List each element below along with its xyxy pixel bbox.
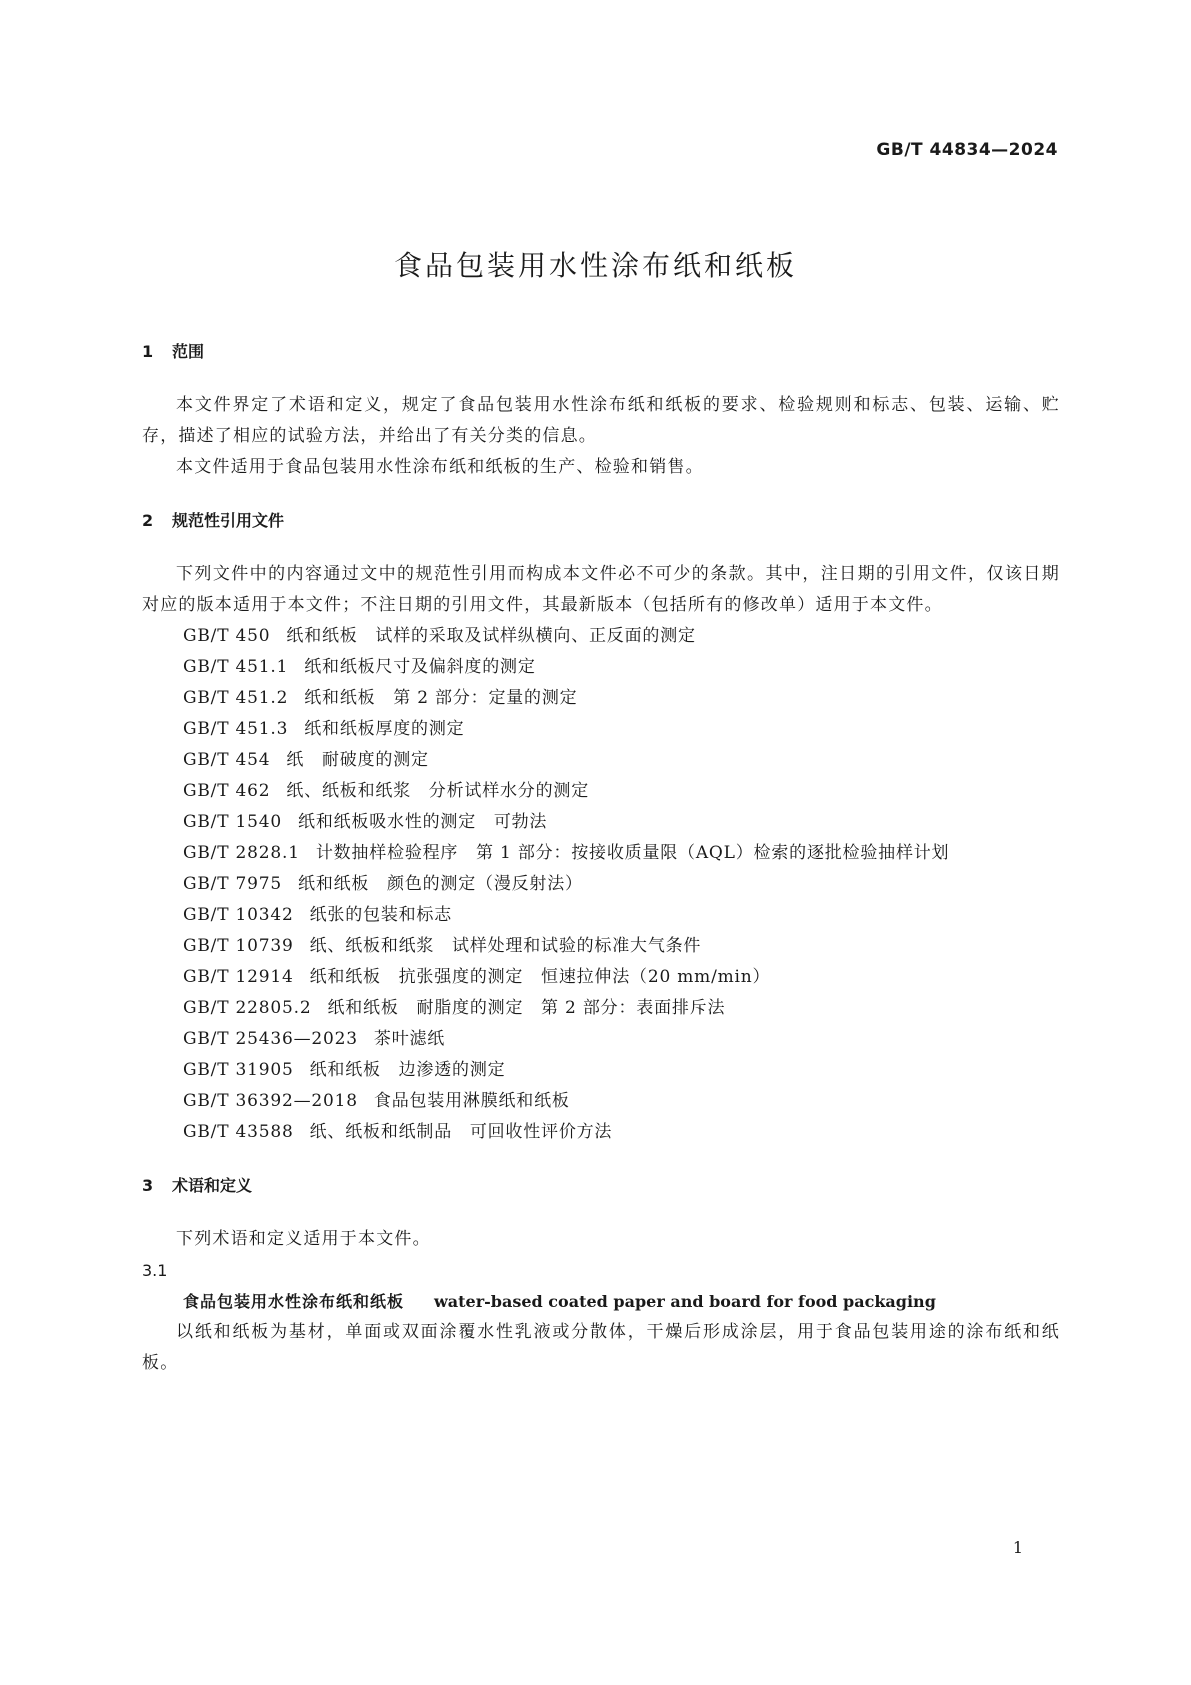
paragraph: 下列文件中的内容通过文中的规范性引用而构成本文件必不可少的条款。其中，注日期的引用文件，仅该日期对应的版本适用于本文件；不注日期的引用文件，其最新版本（包括所有的修改单）适用于本文件。	[142, 564, 1060, 615]
standard-code: GB/T 44834—2024	[876, 140, 1058, 160]
section-number: 2	[142, 511, 154, 530]
section-1-heading	[142, 340, 1060, 364]
reference-item	[142, 838, 1060, 869]
paragraph: 本文件界定了术语和定义，规定了食品包装用水性涂布纸和纸板的要求、检验规则和标志、包装、运输、贮存，描述了相应的试验方法，并给出了有关分类的信息。	[142, 395, 1060, 446]
reference-item	[142, 745, 1060, 776]
document-title: 食品包装用水性涂布纸和纸板	[393, 249, 797, 282]
paragraph: 本文件适用于食品包装用水性涂布纸和纸板的生产、检验和销售。	[176, 457, 704, 477]
reference-title: 纸和纸板 边渗透的测定	[309, 1060, 506, 1080]
section-number: 3	[142, 1176, 154, 1195]
paragraph: 下列术语和定义适用于本文件。	[176, 1229, 431, 1249]
term-name-zh: 食品包装用水性涂布纸和纸板	[183, 1292, 405, 1311]
reference-item	[142, 869, 1060, 900]
reference-item	[142, 1055, 1060, 1086]
reference-code: GB/T 451.2	[183, 688, 289, 708]
reference-code: GB/T 10739	[183, 936, 294, 956]
reference-code: GB/T 1540	[183, 812, 283, 832]
reference-item	[142, 993, 1060, 1024]
reference-item	[142, 652, 1060, 683]
reference-code: GB/T 12914	[183, 967, 294, 987]
reference-code: GB/T 451.3	[183, 719, 289, 739]
reference-title: 纸和纸板 抗张强度的测定 恒速拉伸法（20 mm/min）	[309, 967, 771, 987]
term-number: 3.1	[142, 1261, 168, 1280]
section-title: 规范性引用文件	[172, 511, 285, 530]
reference-code: GB/T 31905	[183, 1060, 294, 1080]
reference-title: 纸和纸板尺寸及偏斜度的测定	[304, 657, 536, 677]
reference-code: GB/T 43588	[183, 1122, 294, 1142]
reference-code: GB/T 450	[183, 626, 271, 646]
reference-title: 计数抽样检验程序 第 1 部分：按接收质量限（AQL）检索的逐批检验抽样计划	[315, 843, 950, 863]
document-body	[142, 340, 1060, 1379]
reference-title: 茶叶滤纸	[373, 1029, 446, 1049]
reference-title: 纸、纸板和纸浆 试样处理和试验的标准大气条件	[309, 936, 702, 956]
reference-item	[142, 962, 1060, 993]
reference-item	[142, 1086, 1060, 1117]
reference-title: 纸和纸板厚度的测定	[304, 719, 465, 739]
reference-title: 纸和纸板 颜色的测定（漫反射法）	[298, 874, 583, 894]
reference-code: GB/T 7975	[183, 874, 283, 894]
reference-title: 纸和纸板 耐脂度的测定 第 2 部分：表面排斥法	[327, 998, 726, 1018]
section-number: 1	[142, 342, 154, 361]
reference-title: 纸张的包装和标志	[309, 905, 453, 925]
term-definition: 以纸和纸板为基材，单面或双面涂覆水性乳液或分散体，干燥后形成涂层，用于食品包装用途的涂布纸和纸板。	[142, 1322, 1060, 1373]
reference-title: 纸 耐破度的测定	[286, 750, 429, 770]
reference-title: 纸和纸板吸水性的测定 可勃法	[298, 812, 548, 832]
reference-title: 纸和纸板 试样的采取及试样纵横向、正反面的测定	[286, 626, 696, 646]
reference-item	[142, 807, 1060, 838]
page-number: 1	[1012, 1538, 1023, 1557]
reference-item	[142, 621, 1060, 652]
term-name-en: water-based coated paper and board for food packaging	[434, 1292, 936, 1311]
section-3-heading	[142, 1174, 1060, 1198]
reference-code: GB/T 10342	[183, 905, 294, 925]
reference-title: 纸和纸板 第 2 部分：定量的测定	[304, 688, 578, 708]
reference-list	[142, 621, 1060, 1148]
reference-title: 纸、纸板和纸浆 分析试样水分的测定	[286, 781, 589, 801]
reference-code: GB/T 25436—2023	[183, 1029, 358, 1049]
reference-item	[142, 900, 1060, 931]
reference-title: 纸、纸板和纸制品 可回收性评价方法	[309, 1122, 613, 1142]
section-title: 范围	[172, 342, 205, 361]
reference-code: GB/T 454	[183, 750, 271, 770]
reference-item	[142, 714, 1060, 745]
reference-code: GB/T 22805.2	[183, 998, 312, 1018]
reference-item	[142, 931, 1060, 962]
reference-item	[142, 683, 1060, 714]
reference-code: GB/T 451.1	[183, 657, 289, 677]
section-2-heading	[142, 509, 1060, 533]
reference-title: 食品包装用淋膜纸和纸板	[373, 1091, 570, 1111]
reference-item	[142, 776, 1060, 807]
term-entry	[142, 1286, 1060, 1317]
reference-code: GB/T 36392—2018	[183, 1091, 358, 1111]
section-title: 术语和定义	[172, 1176, 253, 1195]
reference-code: GB/T 2828.1	[183, 843, 300, 863]
reference-item	[142, 1117, 1060, 1148]
reference-item	[142, 1024, 1060, 1055]
reference-code: GB/T 462	[183, 781, 271, 801]
